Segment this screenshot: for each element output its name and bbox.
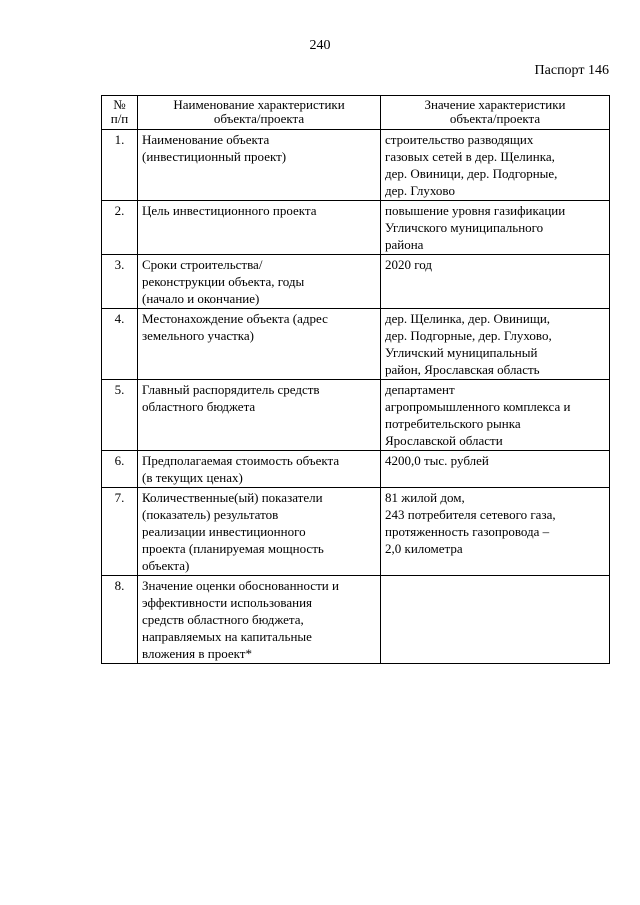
table-row xyxy=(102,576,610,664)
table-row xyxy=(102,130,610,201)
header-name: Наименование характеристики объекта/проекта xyxy=(138,96,381,130)
row-num: 8. xyxy=(102,576,138,664)
table-row xyxy=(102,309,610,380)
row-name: Цель инвестиционного проекта xyxy=(138,201,381,255)
page-number: 240 xyxy=(309,38,331,53)
row-num: 2. xyxy=(102,201,138,255)
row-value: 81 жилой дом, 243 потребителя сетевого газа, протяженность газопровода – 2,0 километра xyxy=(381,488,610,576)
row-num: 4. xyxy=(102,309,138,380)
row-name: Сроки строительства/ реконструкции объекта, годы (начало и окончание) xyxy=(138,255,381,309)
table-row xyxy=(102,255,610,309)
passport-label: Паспорт 146 xyxy=(534,63,609,78)
header-value: Значение характеристики объекта/проекта xyxy=(381,96,610,130)
row-name: Количественные(ый) показатели (показатель) результатов реализации инвестиционного проекта (планируемая мощность объекта) xyxy=(138,488,381,576)
row-value xyxy=(381,576,610,664)
row-name: Значение оценки обоснованности и эффективности использования средств областного бюджета, направляемых на капитальные вложения в проект* xyxy=(138,576,381,664)
table-header-row xyxy=(102,96,610,130)
row-value: повышение уровня газификации Угличского муниципального района xyxy=(381,201,610,255)
table-row xyxy=(102,380,610,451)
row-value: 4200,0 тыс. рублей xyxy=(381,451,610,488)
row-value: строительство разводящих газовых сетей в дер. Щелинка, дер. Овиници, дер. Подгорные, дер. Глухово xyxy=(381,130,610,201)
row-value: 2020 год xyxy=(381,255,610,309)
table-row xyxy=(102,451,610,488)
row-num: 5. xyxy=(102,380,138,451)
row-name: Главный распорядитель средств областного бюджета xyxy=(138,380,381,451)
table-row xyxy=(102,201,610,255)
row-name: Наименование объекта (инвестиционный проект) xyxy=(138,130,381,201)
table-row xyxy=(102,488,610,576)
row-name: Предполагаемая стоимость объекта (в текущих ценах) xyxy=(138,451,381,488)
row-num: 7. xyxy=(102,488,138,576)
row-name: Местонахождение объекта (адрес земельного участка) xyxy=(138,309,381,380)
passport-table xyxy=(101,95,610,664)
row-num: 1. xyxy=(102,130,138,201)
header-num: № п/п xyxy=(102,96,138,130)
row-num: 6. xyxy=(102,451,138,488)
row-num: 3. xyxy=(102,255,138,309)
row-value: департамент агропромышленного комплекса и потребительского рынка Ярославской области xyxy=(381,380,610,451)
row-value: дер. Щелинка, дер. Овинищи, дер. Подгорные, дер. Глухово, Угличский муниципальный район, Ярославская область xyxy=(381,309,610,380)
